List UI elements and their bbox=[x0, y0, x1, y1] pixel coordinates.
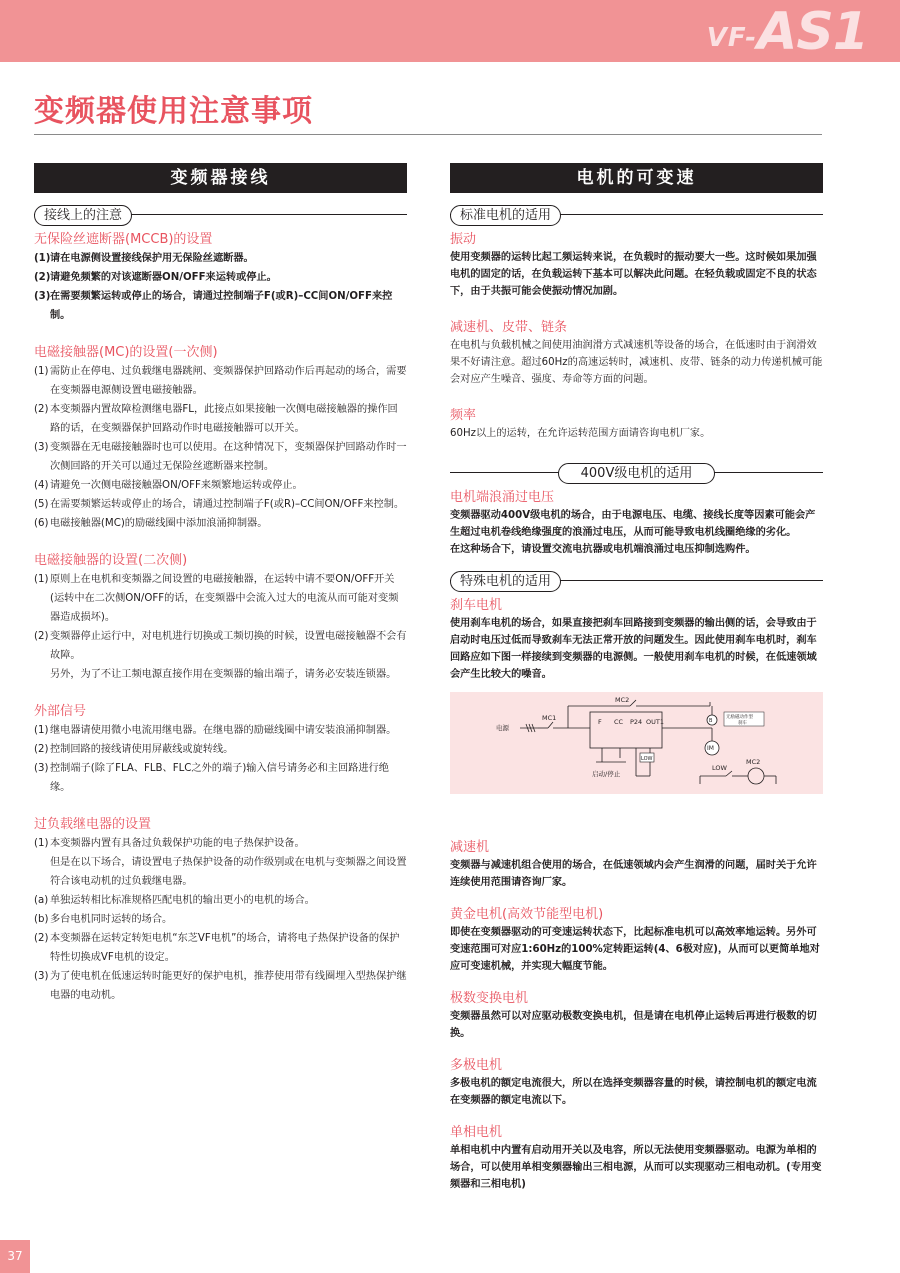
diagram-label-brake-note-2: 刹车 bbox=[738, 721, 747, 726]
diagram-label-p24: P24 bbox=[630, 718, 643, 726]
diagram-label-out1: OUT1 bbox=[646, 718, 664, 726]
mccb-list bbox=[34, 249, 407, 325]
section-title-wiring: 变频器接线 bbox=[34, 163, 407, 193]
external-signal-heading: 外部信号 bbox=[34, 704, 87, 719]
diagram-label-im: IM bbox=[707, 745, 714, 752]
surge-text: 变频器驱动400V级电机的场合，由于电源电压、电缆、接线长度等因素可能会产生超过电机卷线绝缘强度的浪涌过电压，从而可能导致电机线圈绝缘的劣化。 bbox=[450, 510, 816, 538]
gear-text: 变频器与减速机组合使用的场合，在低速领域内会产生润滑的问题，届时关于允许连续使用范围请咨询厂家。 bbox=[450, 860, 817, 888]
multipole-heading: 多极电机 bbox=[450, 1058, 503, 1073]
list-item: (2) 变频器停止运行中，对电机进行切换或工频切换的时候，设置电磁接触器不会有故障。 bbox=[34, 631, 407, 661]
pole-change-text: 变频器虽然可以对应驱动极数变换电机，但是请在电机停止运转后再进行极数的切换。 bbox=[450, 1011, 817, 1039]
brake-motor-heading: 刹车电机 bbox=[450, 598, 503, 613]
diagram-label-start-stop: 启动/停止 bbox=[592, 770, 621, 778]
mc-secondary-list bbox=[34, 570, 407, 665]
mc-primary-heading: 电磁接触器(MC)的设置(一次侧) bbox=[34, 345, 218, 360]
reducer-heading: 减速机、皮带、链条 bbox=[450, 320, 568, 335]
list-item: (2) 本变频器在运转定转矩电机“东芝VF电机”的场合，请将电子热保护设备的保护特性切换成VF电机的设定。 bbox=[34, 933, 400, 963]
header-band bbox=[0, 0, 900, 62]
list-item: (5) 在需要频繁运转或停止的场合，请通过控制端子F(或R)–CC间ON/OFF来控制。 bbox=[34, 499, 405, 510]
gear-heading: 减速机 bbox=[450, 840, 490, 855]
page-title: 变频器使用注意事项 bbox=[34, 94, 313, 129]
diagram-label-f: F bbox=[598, 718, 602, 726]
list-item: (2) 控制回路的接线请使用屏蔽线或旋转线。 bbox=[34, 744, 234, 755]
diagram-label-cc: CC bbox=[614, 718, 624, 726]
list-item: (b) 多台电机同时运转的场合。 bbox=[34, 914, 173, 925]
wiring-notes-header bbox=[34, 204, 407, 225]
list-item: (3) 为了使电机在低速运转时能更好的保护电机，推荐使用带有线圈埋入型热保护继电器的电动机。 bbox=[34, 971, 407, 1001]
list-item: (3) 变频器在无电磁接触器时也可以使用。在这种情况下，变频器保护回路动作时一次侧回路的开关可以通过无保险丝遮断器来控制。 bbox=[34, 442, 407, 472]
list-item: (3) 控制端子(除了FLA、FLB、FLC之外的端子)输入信号请务必和主回路进行绝缘。 bbox=[34, 763, 389, 793]
external-signal-list bbox=[34, 721, 407, 797]
title-divider bbox=[34, 134, 822, 135]
right-column bbox=[450, 163, 823, 1193]
vibration-text: 使用变频器的运转比起工频运转来说，在负载时的振动要大一些。这时候如果加强电机的固定的话，在负载运转下基本可以解决此问题。在轻负载或固定不良的状态下，由于共振可能会使振动情况加剧。 bbox=[450, 252, 817, 297]
mc-primary-list bbox=[34, 362, 407, 533]
frequency-text: 60Hz以上的运转，在允许运转范围方面请咨询电机厂家。 bbox=[450, 428, 711, 439]
wiring-diagram-svg bbox=[450, 692, 823, 794]
list-item: (4) 请避免一次侧电磁接触器ON/OFF来频繁地运转或停止。 bbox=[34, 480, 303, 491]
overload-list bbox=[34, 834, 407, 853]
single-phase-text: 单相电机中内置有启动用开关以及电容，所以无法使用变频器驱动。电源为单相的场合，可以使用单相变频器输出三相电源，从而可以实现驱动三相电动机。(专用变频器和三相电机) bbox=[450, 1145, 822, 1190]
diagram-label-low: LOW bbox=[712, 764, 727, 772]
reducer-text: 在电机与负载机械之间使用油润滑方式减速机等设备的场合，在低速时由于润滑效果不好请注意。超过60Hz的高速运转时，减速机、皮带、链条的动力传递机械可能会对应产生噪音、强度、寿命等方面的问题。 bbox=[450, 340, 823, 385]
list-item: (1) 原则上在电机和变频器之间设置的电磁接触器，在运转中请不要ON/OFF开关(运转中在二次侧ON/OFF的话，在变频器中会流入过大的电流从而可能对变频器造成损坏)。 bbox=[34, 574, 399, 623]
vibration-heading: 振动 bbox=[450, 232, 477, 247]
diagram-label-mc2: MC2 bbox=[615, 696, 630, 704]
pill-label: 接线上的注意 bbox=[34, 205, 132, 226]
list-item: (1) 需防止在停电、过负载继电器跳闸、变频器保护回路动作后再起动的场合，需要在变频器电源侧设置电磁接触器。 bbox=[34, 366, 407, 396]
section-title-variable-speed: 电机的可变速 bbox=[450, 163, 823, 193]
list-item: (1) 本变频器内置有具备过负载保护功能的电子热保护设备。 bbox=[34, 838, 305, 849]
400v-motor-header bbox=[450, 462, 823, 483]
pill-label: 特殊电机的适用 bbox=[450, 571, 561, 592]
list-item: (6) 电磁接触器(MC)的励磁线圈中添加浪涌抑制器。 bbox=[34, 518, 268, 529]
diagram-label-brake-note: 无励磁动作型 bbox=[726, 715, 753, 720]
page-number: 37 bbox=[0, 1240, 30, 1273]
diagram-label-b: B bbox=[709, 718, 713, 724]
list-item: (1)请在电源侧设置接线保护用无保险丝遮断器。 bbox=[34, 253, 254, 264]
special-motor-header bbox=[450, 570, 823, 591]
premium-motor-heading: 黄金电机(高效节能型电机) bbox=[450, 907, 604, 922]
mc-secondary-note: 另外，为了不让工频电源直接作用在变频器的输出端子，请务必安装连锁器。 bbox=[50, 669, 397, 680]
diagram-label-mc2-coil: MC2 bbox=[746, 758, 761, 766]
list-item: (3)在需要频繁运转或停止的场合，请通过控制端子F(或R)–CC间ON/OFF来控制。 bbox=[34, 291, 393, 321]
brake-wiring-diagram bbox=[450, 692, 823, 794]
diagram-label-mc1: MC1 bbox=[542, 714, 557, 722]
single-phase-heading: 单相电机 bbox=[450, 1125, 503, 1140]
overload-list-cont bbox=[34, 891, 407, 1005]
pill-label: 400V级电机的适用 bbox=[558, 463, 716, 484]
surge-text-2: 在这种场合下，请设置交流电抗器或电机端浪涌过电压抑制选购件。 bbox=[450, 544, 756, 555]
list-item: (2)请避免频繁的对该遮断器ON/OFF来运转或停止。 bbox=[34, 272, 277, 283]
diagram-label-power: 电源 bbox=[496, 724, 509, 732]
standard-motor-header bbox=[450, 204, 823, 225]
multipole-text: 多极电机的额定电流很大，所以在选择变频器容量的时候，请控制电机的额定电流在变频器的额定电流以下。 bbox=[450, 1078, 817, 1106]
mccb-heading: 无保险丝遮断器(MCCB)的设置 bbox=[34, 232, 213, 247]
brake-motor-text: 使用刹车电机的场合，如果直接把刹车回路接到变频器的输出侧的话，会导致由于启动时电压过低而导致刹车无法正常开放的问题发生。因此使用刹车电机时，刹车回路应如下图一样接续到变频器的电源侧。一般使用刹车电机的时候，在低速领域会产生比较大的噪音。 bbox=[450, 618, 817, 680]
frequency-heading: 频率 bbox=[450, 408, 477, 423]
list-item: (1) 继电器请使用微小电流用继电器。在继电器的励磁线圈中请安装浪涌抑制器。 bbox=[34, 725, 397, 736]
diagram-label-low-box: LOW bbox=[641, 756, 653, 762]
premium-motor-text: 即使在变频器驱动的可变速运转状态下，比起标准电机可以高效率地运转。另外可变速范围可对应1:60Hz的100%定转距运转(4、6极对应)，从而可以更简单地对应可变速机械，并实现大幅度节能。 bbox=[450, 927, 820, 972]
left-column bbox=[34, 163, 407, 1005]
product-logo: VF-AS1 bbox=[706, 2, 868, 62]
list-item: (2) 本变频器内置故障检测继电器FL，此接点如果接触一次侧电磁接触器的操作回路的话，在变频器保护回路动作时电磁接触器可以开关。 bbox=[34, 404, 398, 434]
pole-change-heading: 极数变换电机 bbox=[450, 991, 529, 1006]
surge-heading: 电机端浪涌过电压 bbox=[450, 490, 555, 505]
pill-label: 标准电机的适用 bbox=[450, 205, 561, 226]
mc-secondary-heading: 电磁接触器的设置(二次侧) bbox=[34, 553, 188, 568]
list-item: (a) 单独运转相比标准规格匹配电机的输出更小的电机的场合。 bbox=[34, 895, 315, 906]
overload-note: 但是在以下场合，请设置电子热保护设备的动作级别或在电机与变频器之间设置符合该电动机的过负载继电器。 bbox=[50, 857, 407, 887]
overload-heading: 过负载继电器的设置 bbox=[34, 817, 152, 832]
